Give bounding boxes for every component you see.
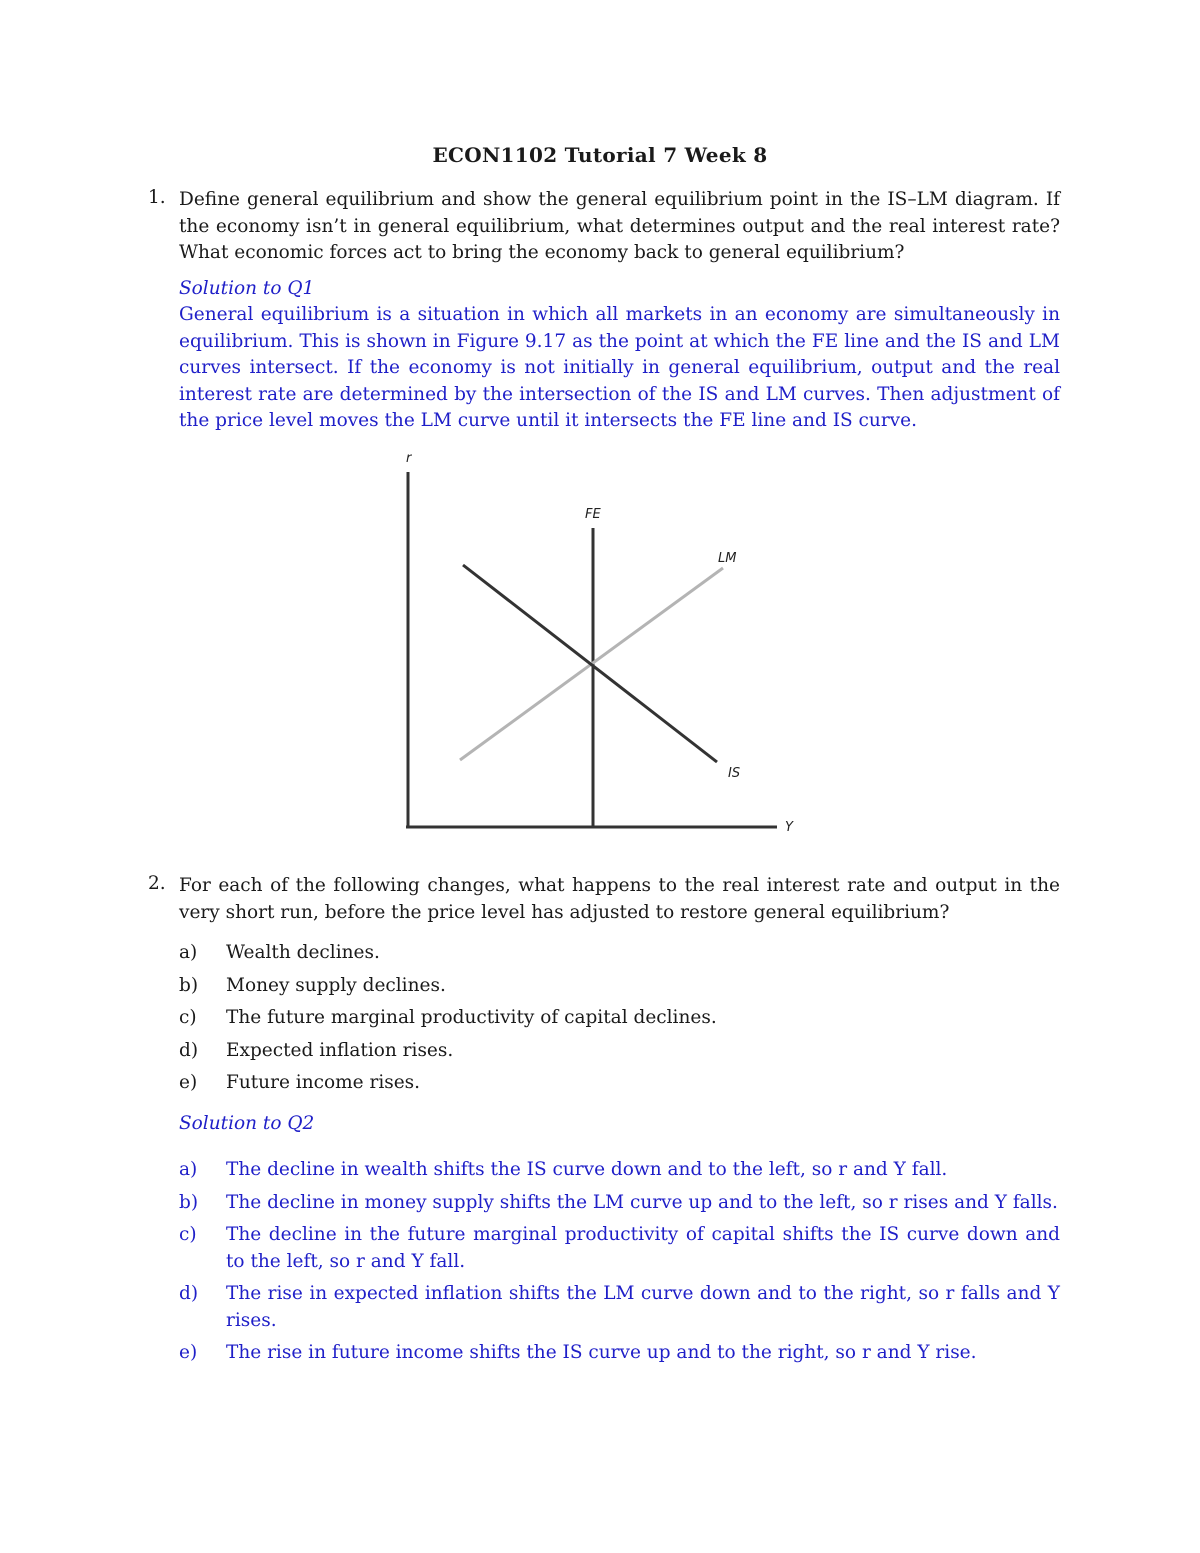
- question-number: 1.: [148, 187, 166, 208]
- question-text: For each of the following changes, what happens to the real interest rate and output in the very short run, before the price level has adjusted to restore general equilibrium?: [179, 875, 1060, 923]
- list-item: b) The decline in money supply shifts the LM curve up and to the left, so r rises and Y falls.: [179, 1191, 1058, 1213]
- list-item: c) The decline in the future marginal productivity of capital shifts the IS curve down and to the left, so r and Y fall.: [179, 1224, 1060, 1272]
- is-curve: [463, 565, 717, 762]
- question-2-items: [179, 940, 1060, 1097]
- list-item: d) The rise in expected inflation shifts the LM curve down and to the right, so r falls and Y rises.: [179, 1283, 1060, 1331]
- is-label: IS: [728, 766, 741, 781]
- list-item: b) Money supply declines.: [179, 974, 446, 996]
- list-item: a) The decline in wealth shifts the IS curve down and to the left, so r and Y fall.: [179, 1159, 948, 1180]
- lm-label: LM: [718, 551, 737, 566]
- page-title: ECON1102 Tutorial 7 Week 8: [432, 143, 768, 167]
- list-item: c) The future marginal productivity of capital declines.: [179, 1007, 717, 1028]
- x-axis-label: Y: [785, 820, 793, 835]
- solution-title: Solution to Q2: [179, 1112, 315, 1134]
- question-1: [148, 187, 1060, 435]
- y-axis-label: r: [406, 451, 412, 466]
- question-number: 2.: [148, 873, 166, 894]
- solution-title: Solution to Q1: [179, 277, 315, 299]
- fe-label: FE: [585, 507, 601, 522]
- list-item: d) Expected inflation rises.: [179, 1039, 454, 1061]
- solution-text: General equilibrium is a situation in which all markets in an economy are simultaneously in equilibrium. This is shown in Figure 9.17 as the point at which the FE line and the IS and LM curves intersect. If the economy is not initially in general equilibrium, output and the real interest rate are determined by the intersection of the IS and LM curves. Then adjustment of the price level moves the LM curve until it intersects the FE line and IS curve.: [179, 304, 1060, 431]
- is-lm-diagram: [395, 450, 815, 840]
- solution-2-items: [179, 1157, 1060, 1367]
- list-item: e) The rise in future income shifts the IS curve up and to the right, so r and Y rise.: [179, 1342, 977, 1363]
- list-item: a) Wealth declines.: [179, 942, 380, 963]
- question-text: Define general equilibrium and show the general equilibrium point in the IS–LM diagram. If the economy isn’t in general equilibrium, what determines output and the real interest rate? What economic forces act to bring the economy back to general equilibrium?: [179, 189, 1060, 263]
- question-2: [148, 873, 1060, 1373]
- list-item: e) Future income rises.: [179, 1072, 421, 1093]
